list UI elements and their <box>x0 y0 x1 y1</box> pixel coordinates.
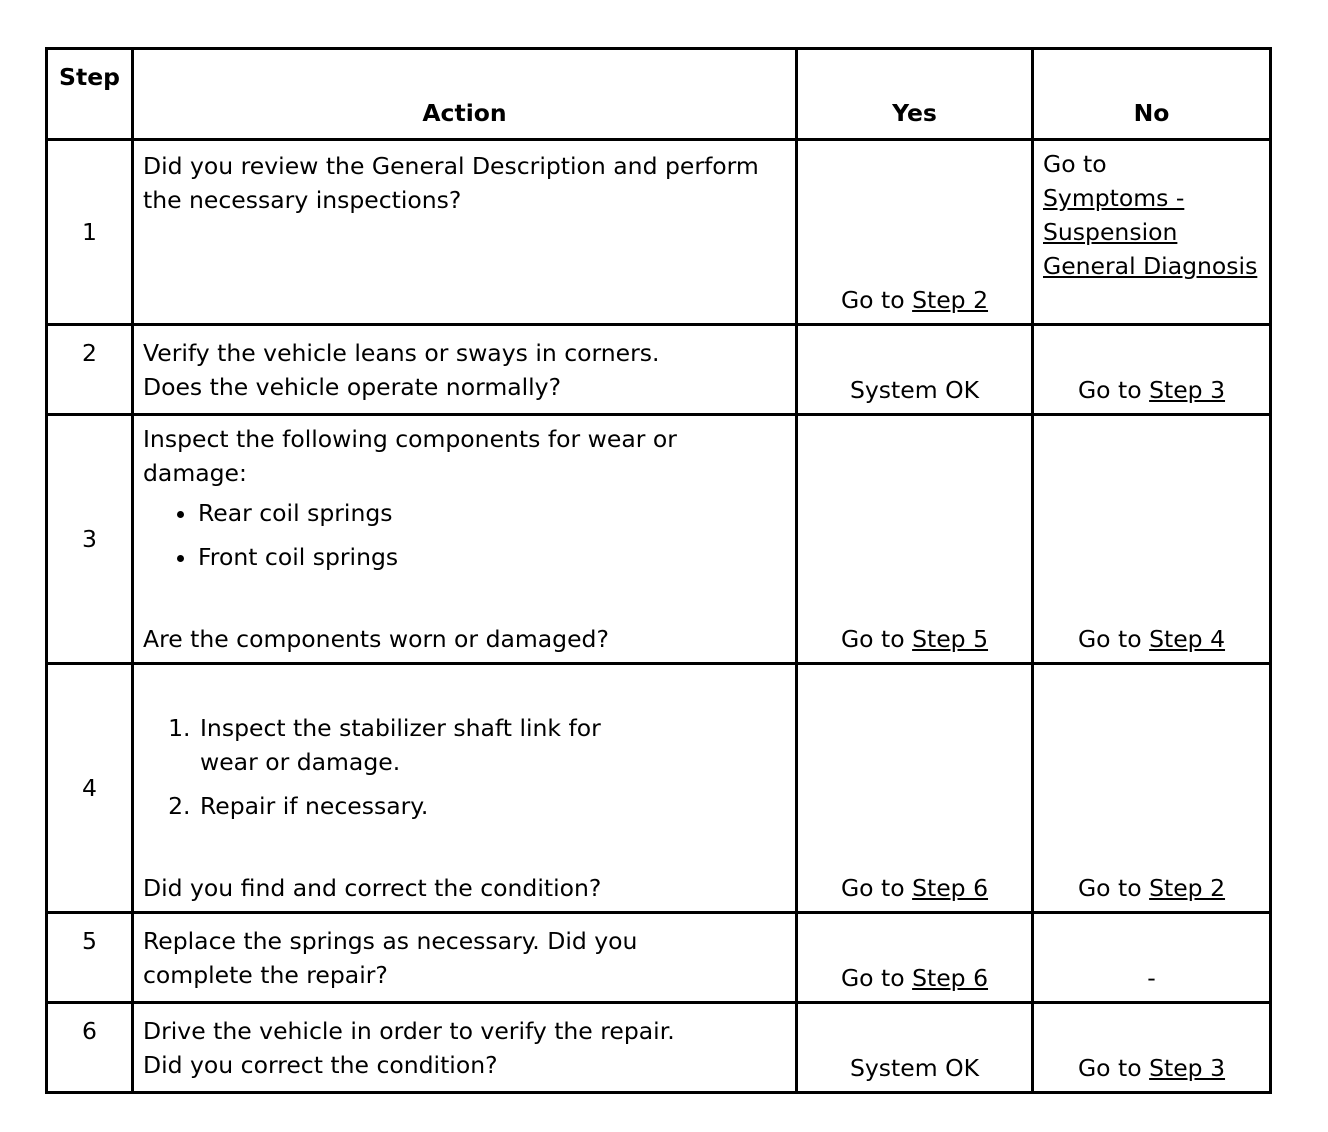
numbered-list <box>143 711 786 823</box>
step-link[interactable]: Step 5 <box>912 625 989 653</box>
table-row <box>47 415 1271 664</box>
action-text <box>133 415 797 664</box>
yes-cell <box>797 140 1033 325</box>
step-link[interactable]: Step 2 <box>1149 874 1226 902</box>
no-cell <box>1033 325 1271 415</box>
table-row <box>47 1003 1271 1093</box>
header-row <box>47 49 1271 140</box>
table-row <box>47 325 1271 415</box>
symptoms-link[interactable]: Symptoms - Suspension General Diagnosis <box>1043 184 1258 280</box>
action-line: Did you correct the condition? <box>143 1051 498 1079</box>
step-link[interactable]: Step 2 <box>912 286 989 314</box>
step-number: 3 <box>47 415 133 664</box>
action-text: Did you review the General Description and perform the necessary inspections? <box>133 140 797 325</box>
step-link[interactable]: Step 4 <box>1149 625 1226 653</box>
go-to-text: Go to <box>840 625 913 653</box>
list-item: • Front coil springs <box>198 540 786 574</box>
diagnostic-table <box>45 47 1272 1094</box>
step-number: 5 <box>47 913 133 1003</box>
list-item: 1. Inspect the stabilizer shaft link for wear or damage. <box>198 711 786 779</box>
no-cell <box>1033 140 1271 325</box>
go-to-text: Go to <box>1077 625 1150 653</box>
no-cell: - <box>1033 913 1271 1003</box>
bullet-list <box>143 496 786 574</box>
no-cell <box>1033 664 1271 913</box>
table-row <box>47 140 1271 325</box>
action-intro: Inspect the following components for wear or damage: <box>143 425 677 487</box>
no-cell <box>1033 415 1271 664</box>
step-link[interactable]: Step 6 <box>912 874 989 902</box>
header-no: No <box>1033 49 1271 140</box>
go-to-text: Go to <box>840 874 913 902</box>
action-line: Does the vehicle operate normally? <box>143 373 562 401</box>
step-link[interactable]: Step 6 <box>912 964 989 992</box>
action-text <box>133 1003 797 1093</box>
table-row <box>47 913 1271 1003</box>
step-number: 1 <box>47 140 133 325</box>
action-line: Verify the vehicle leans or sways in corners. <box>143 339 660 367</box>
header-yes: Yes <box>797 49 1033 140</box>
go-to-text: Go to <box>1077 874 1150 902</box>
yes-cell <box>797 913 1033 1003</box>
header-step: Step <box>47 49 133 140</box>
go-to-text: Go to <box>1077 1054 1150 1082</box>
step-number: 6 <box>47 1003 133 1093</box>
step-number: 2 <box>47 325 133 415</box>
step-number: 4 <box>47 664 133 913</box>
go-to-text: Go to <box>840 964 913 992</box>
go-to-text: Go to <box>1043 150 1107 178</box>
step-link[interactable]: Step 3 <box>1149 1054 1226 1082</box>
action-question: Did you find and correct the condition? <box>143 874 602 902</box>
action-text: Replace the springs as necessary. Did you complete the repair? <box>133 913 797 1003</box>
action-text <box>133 664 797 913</box>
table-row <box>47 664 1271 913</box>
yes-cell <box>797 415 1033 664</box>
action-text <box>133 325 797 415</box>
yes-cell <box>797 664 1033 913</box>
go-to-text: Go to <box>1077 376 1150 404</box>
list-item: 2. Repair if necessary. <box>198 789 786 823</box>
header-action: Action <box>133 49 797 140</box>
action-line: Drive the vehicle in order to verify the repair. <box>143 1017 675 1045</box>
go-to-text: Go to <box>840 286 913 314</box>
yes-cell: System OK <box>797 1003 1033 1093</box>
list-item: • Rear coil springs <box>198 496 786 530</box>
no-cell <box>1033 1003 1271 1093</box>
action-question: Are the components worn or damaged? <box>143 625 609 653</box>
step-link[interactable]: Step 3 <box>1149 376 1226 404</box>
yes-cell: System OK <box>797 325 1033 415</box>
